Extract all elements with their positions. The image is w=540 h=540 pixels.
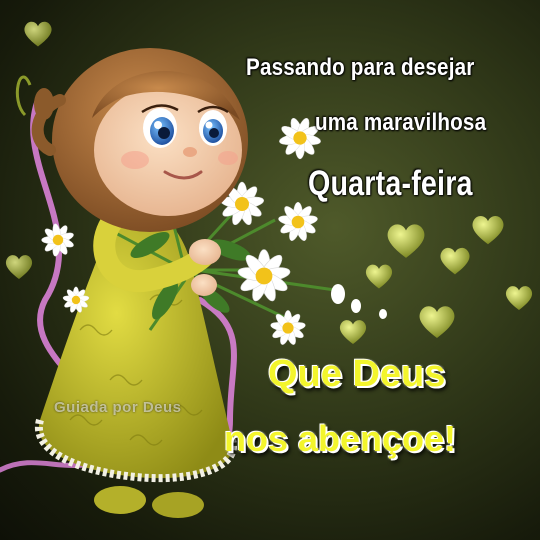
blessing-line-2: nos abençoe! bbox=[224, 418, 457, 459]
daisy bbox=[278, 202, 319, 242]
watermark: Guiada por Deus bbox=[54, 399, 182, 416]
daisy bbox=[270, 310, 306, 346]
greeting-line-1: Passando para desejar bbox=[246, 54, 475, 81]
daisy-bud bbox=[331, 284, 387, 319]
blessing-line-1: Que Deus bbox=[268, 353, 446, 395]
greeting-line-2: uma maravilhosa bbox=[315, 109, 487, 136]
greeting-weekday: Quarta-feira bbox=[308, 164, 473, 203]
